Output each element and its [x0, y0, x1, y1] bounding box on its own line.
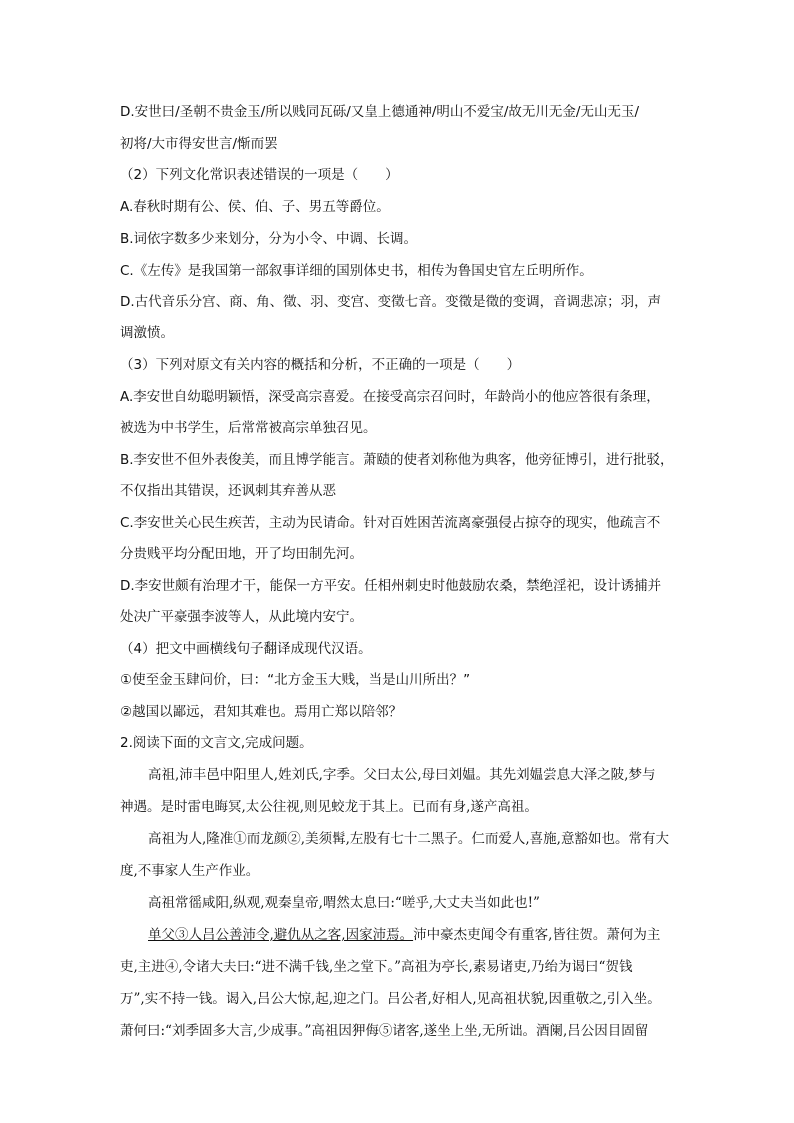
passage-p1-line1: 高祖,沛丰邑中阳里人,姓刘氏,字季。父曰太公,母曰刘媪。其先刘媪尝息大泽之陂,梦与 [148, 767, 656, 783]
passage-p4-line1 [148, 925, 708, 945]
passage-p2-line2: 度,不事家人生产作业。 [120, 863, 260, 879]
q4-item-2: ②越国以鄙远，君知其难也。焉用亡郑以陪邻？ [120, 704, 403, 720]
q1-option-d-line1: D.安世曰/圣朝不贵金玉/所以贱同瓦砾/又皇上德通神/明山不爱宝/故无川无金/无山无玉/ [120, 104, 640, 120]
q3-option-a-line1: A.李安世自幼聪明颖悟，深受高宗喜爱。在接受高宗召问时，年龄尚小的他应答很有条理， [120, 389, 660, 405]
q3-option-d-line2: 处决广平豪强李波等人，从此境内安宁。 [120, 609, 363, 625]
q2-option-b: B.词依字数多少来划分，分为小令、中调、长调。 [120, 231, 418, 247]
q3-option-b-line1: B.李安世不但外表俊美，而且博学能言。萧赜的使者刘称他为典客，他旁征博引，进行批驳， [120, 452, 674, 468]
q4-stem: （4）把文中画横线句子翻译成现代汉语。 [120, 641, 372, 657]
underlined-sentence: 单父③人吕公善沛令,避仇从之客,因家沛焉。 [148, 927, 414, 943]
q2-option-c: C.《左传》是我国第一部叙事详细的国别体史书，相传为鲁国史官左丘明所作。 [120, 263, 593, 279]
q3-option-a-line2: 被选为中书学生，后常常被高宗单独召见。 [120, 420, 377, 436]
passage-p4-line2: 吏,主进④,令诸大夫曰:“进不满千钱,坐之堂下。”高祖为亭长,素易诸吏,乃绐为谒曰“贺钱 [120, 959, 633, 975]
passage-p4-line1-rest: 沛中豪杰吏闻令有重客,皆往贺。萧何为主 [413, 927, 661, 943]
q3-option-c-line2: 分贵贱平均分配田地，开了均田制先河。 [120, 546, 363, 562]
q4-item-1: ①使至金玉肆问价，曰：“北方金玉大贱，当是山川所出？” [120, 672, 471, 688]
q2-option-d-line1: D.古代音乐分宫、商、角、徵、羽、变宫、变徵七音。变徵是徵的变调，音调悲凉；羽，声 [120, 294, 662, 310]
q3-option-c-line1: C.李安世关心民生疾苦，主动为民请命。针对百姓困苦流离豪强侵占掠夺的现实，他疏言不 [120, 515, 661, 531]
q2-option-a: A.春秋时期有公、侯、伯、子、男五等爵位。 [120, 199, 390, 215]
q2-option-d-line2: 调激愤。 [120, 325, 174, 341]
passage-p4-line4: 萧何曰:“刘季固多大言,少成事。”高祖因狎侮⑤诸客,遂坐上坐,无所诎。酒阑,吕公因目固留 [120, 1023, 649, 1039]
passage-p4-line3: 万”,实不持一钱。谒入,吕公大惊,起,迎之门。吕公者,好相人,见高祖状貌,因重敬之,引入坐。 [120, 991, 661, 1007]
passage-p3: 高祖常徭咸阳,纵观,观秦皇帝,喟然太息曰:“嗟乎,大丈夫当如此也!” [148, 895, 540, 911]
q2-stem: （2）下列文化常识表述错误的一项是（ ） [120, 167, 399, 183]
q1-option-d-line2: 初将/大市得安世言/惭而罢 [120, 136, 278, 152]
q3-option-d-line1: D.李安世颇有治理才干，能保一方平安。任相州刺史时他鼓励农桑，禁绝淫祀，设计诱捕并 [120, 578, 662, 594]
q3-stem: （3）下列对原文有关内容的概括和分析，不正确的一项是（ ） [120, 357, 521, 373]
passage-p2-line1: 高祖为人,隆准①而龙颜②,美须髯,左股有七十二黑子。仁而爱人,喜施,意豁如也。常有大 [148, 831, 669, 847]
q3-option-b-line2: 不仅指出其错误，还讽刺其弃善从恶 [120, 483, 336, 499]
passage-p1-line2: 神遇。是时雷电晦冥,太公往视,则见蛟龙于其上。已而有身,遂产高祖。 [120, 799, 538, 815]
section-2-heading: 2.阅读下面的文言文,完成问题。 [120, 735, 313, 751]
